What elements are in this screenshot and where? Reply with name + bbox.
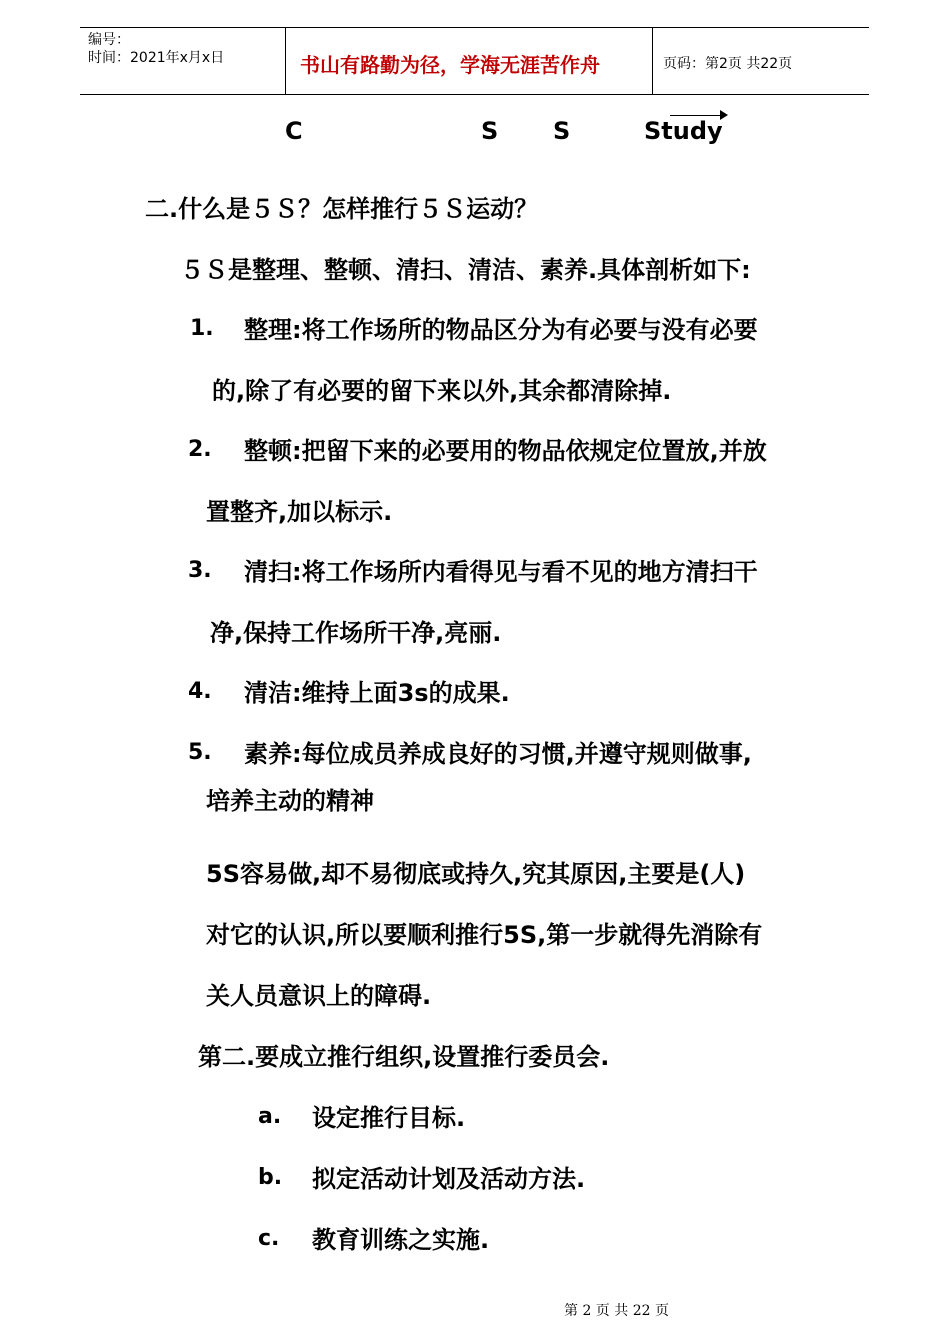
date-label: 时间：2021年x月x日 xyxy=(88,50,225,66)
item-line: 净,保持工作场所干净,亮丽. xyxy=(210,619,502,647)
motto: 书山有路勤为径，学海无涯苦作舟 xyxy=(300,53,600,77)
footer-page-number: 第 2 页 共 22 页 xyxy=(564,1303,669,1319)
item-line: 的,除了有必要的留下来以外,其余都清除掉. xyxy=(212,377,672,405)
paragraph-line: 关人员意识上的障碍. xyxy=(206,982,432,1010)
intro-line: ５Ｓ是整理、整顿、清扫、清洁、素养.具体剖析如下: xyxy=(180,256,751,284)
page-header xyxy=(80,27,869,95)
question-heading: 二.什么是５Ｓ？怎样推行５Ｓ运动？ xyxy=(145,195,539,223)
item-line: 置整齐,加以标示. xyxy=(206,498,393,526)
sub-item-letter: c. xyxy=(258,1226,280,1251)
item-line: 整顿:把留下来的必要用的物品依规定位置放,并放 xyxy=(244,437,767,465)
item-number: 5. xyxy=(188,740,212,765)
item-line: 培养主动的精神 xyxy=(206,787,374,815)
running-title-s2: S xyxy=(553,117,571,145)
step-two-heading: 第二.要成立推行组织,设置推行委员会. xyxy=(198,1043,610,1071)
item-number: 2. xyxy=(188,437,212,462)
header-divider-right xyxy=(652,27,653,95)
item-number: 4. xyxy=(188,679,212,704)
running-title-study: Study xyxy=(644,117,723,145)
item-number: 3. xyxy=(188,558,212,583)
sub-item-text: 拟定活动计划及活动方法. xyxy=(312,1165,586,1193)
item-line: 整理:将工作场所的物品区分为有必要与没有必要 xyxy=(244,316,758,344)
sub-item-letter: b. xyxy=(258,1165,283,1190)
header-page-info: 页码：第2页 共22页 xyxy=(663,56,793,72)
study-arrow-icon xyxy=(720,110,728,120)
item-line: 清扫:将工作场所内看得见与看不见的地方清扫干 xyxy=(244,558,758,586)
header-bottom-rule xyxy=(80,94,869,95)
running-title-s1: S xyxy=(481,117,499,145)
item-line: 清洁:维持上面3s的成果. xyxy=(244,679,510,707)
sub-item-text: 教育训练之实施. xyxy=(312,1226,490,1254)
study-arrow-line xyxy=(670,115,722,116)
header-top-rule xyxy=(80,27,869,28)
sub-item-letter: a. xyxy=(258,1104,282,1129)
item-line: 素养:每位成员养成良好的习惯,并遵守规则做事, xyxy=(244,740,752,768)
item-number: 1. xyxy=(190,316,214,341)
running-title-c: C xyxy=(285,117,303,145)
header-divider-left xyxy=(285,27,286,95)
serial-label: 编号： xyxy=(88,32,130,48)
paragraph-line: 5S容易做,却不易彻底或持久,究其原因,主要是(人) xyxy=(206,860,746,888)
paragraph-line: 对它的认识,所以要顺利推行5S,第一步就得先消除有 xyxy=(206,921,763,949)
sub-item-text: 设定推行目标. xyxy=(312,1104,466,1132)
